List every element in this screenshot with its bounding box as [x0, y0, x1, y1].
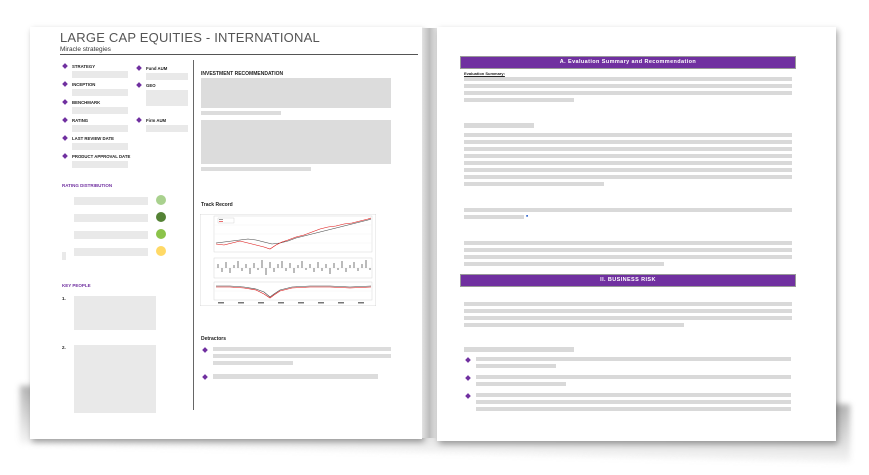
- bullet-icon: [62, 135, 68, 141]
- bullet-icon: [62, 153, 68, 159]
- detractor-text: [213, 347, 391, 351]
- value-box: [72, 89, 128, 96]
- value-box: [146, 90, 188, 106]
- summary-text: [464, 140, 792, 144]
- rating-bar: [74, 231, 148, 239]
- summary-text: [464, 84, 792, 88]
- business-risk-bullet: [476, 357, 791, 361]
- rating-bar: [74, 214, 148, 222]
- bullet-icon: [465, 357, 471, 363]
- summary-text: [464, 154, 792, 158]
- bullet-icon: [62, 99, 68, 105]
- bullet-icon: [465, 375, 471, 381]
- value-box: [146, 125, 188, 132]
- title-rule: [60, 54, 418, 55]
- bullet-icon: [202, 374, 208, 380]
- summary-text: [464, 208, 792, 212]
- document-subtitle: Miracle strategies: [60, 46, 111, 53]
- left-page: [30, 27, 422, 439]
- section-a-header: A. Evaluation Summary and Recommendation: [461, 57, 795, 68]
- summary-text: [464, 182, 604, 186]
- value-box: [146, 73, 188, 80]
- recommendation-text: [201, 78, 391, 108]
- key-people-heading: KEY PEOPLE: [62, 283, 91, 288]
- rating-bar: [74, 248, 148, 256]
- summary-text: [464, 77, 792, 81]
- recommendation-text: [201, 111, 281, 115]
- value-box: [72, 143, 128, 150]
- business-risk-bullet: [476, 375, 791, 379]
- detractor-text: [213, 374, 378, 379]
- bullet-icon: [136, 82, 142, 88]
- field-product-approval-date: PRODUCT APPROVAL DATE: [72, 154, 131, 159]
- business-risk-text: [464, 323, 684, 327]
- bullet-icon: [136, 117, 142, 123]
- summary-text: [464, 161, 792, 165]
- business-risk-text: [464, 316, 792, 320]
- field-geo: GEO: [146, 83, 156, 88]
- summary-text: [464, 241, 792, 245]
- field-strategy: STRATEGY: [72, 64, 96, 69]
- rating-dot-3: [156, 229, 166, 239]
- value-box: [72, 71, 128, 78]
- column-divider: [193, 60, 194, 410]
- summary-text: [464, 123, 534, 128]
- field-inception: INCEPTION: [72, 82, 96, 87]
- field-firm-aum: Firm AUM: [146, 118, 167, 123]
- business-risk-bullet: [476, 393, 791, 397]
- rating-dot-1: [156, 195, 166, 205]
- rating-dot-2: [156, 212, 166, 222]
- bullet-icon: [202, 347, 208, 353]
- value-box: [72, 125, 128, 132]
- business-risk-bullet: [476, 382, 566, 386]
- track-record-heading: Track Record: [201, 202, 233, 208]
- business-risk-bullet: [476, 364, 556, 368]
- track-record-chart: [200, 214, 376, 306]
- rating-dot-4: [156, 246, 166, 256]
- summary-text: [464, 262, 664, 266]
- bullet-icon: [62, 63, 68, 69]
- section-a-frame: [460, 56, 796, 69]
- field-last-review-date: LAST REVIEW DATE: [72, 136, 114, 141]
- business-risk-bullet: [476, 400, 791, 404]
- detractor-text: [213, 361, 293, 365]
- recommendation-text: [201, 120, 391, 164]
- investment-recommendation-heading: INVESTMENT RECOMMENDATION: [201, 71, 284, 77]
- summary-text: [464, 133, 792, 137]
- key-person-box: [74, 296, 156, 330]
- recommendation-text: [201, 167, 311, 171]
- detractor-text: [213, 354, 391, 358]
- bullet-icon: [62, 117, 68, 123]
- bullet-icon: [62, 81, 68, 87]
- document-title: LARGE CAP EQUITIES - INTERNATIONAL: [60, 30, 320, 45]
- section-b-frame: [460, 274, 796, 287]
- business-risk-text: [464, 309, 792, 313]
- evaluation-summary-label: Evaluation Summary:: [464, 71, 505, 76]
- value-box: [72, 161, 128, 168]
- summary-text: [464, 98, 574, 102]
- summary-text: [464, 147, 792, 151]
- page-fold: [422, 28, 437, 438]
- business-risk-text: [464, 302, 792, 306]
- field-benchmark: BENCHMARK: [72, 100, 101, 105]
- business-risk-text: [464, 347, 574, 352]
- detractors-heading: Detractors: [201, 336, 227, 342]
- summary-text: [464, 255, 792, 259]
- summary-text: [464, 215, 524, 219]
- bullet-icon: [465, 393, 471, 399]
- summary-text: [464, 168, 792, 172]
- footnote-marker: ■: [526, 214, 529, 218]
- rating-bar: [74, 197, 148, 205]
- right-page: [437, 27, 836, 441]
- summary-text: [464, 91, 792, 95]
- summary-text: [464, 175, 792, 179]
- key-person-number: 2.: [62, 345, 66, 350]
- bullet-icon: [136, 65, 142, 71]
- section-b-header: II. BUSINESS RISK: [461, 275, 795, 286]
- key-person-box: [74, 345, 156, 413]
- key-person-number: 1.: [62, 296, 66, 301]
- rating-marker: [62, 252, 66, 260]
- field-fund-aum: Fund AUM: [146, 66, 168, 71]
- rating-distribution-heading: RATING DISTRIBUTION: [62, 183, 113, 188]
- field-rating: RATING: [72, 118, 89, 123]
- business-risk-bullet: [476, 407, 791, 411]
- summary-text: [464, 248, 792, 252]
- value-box: [72, 107, 128, 114]
